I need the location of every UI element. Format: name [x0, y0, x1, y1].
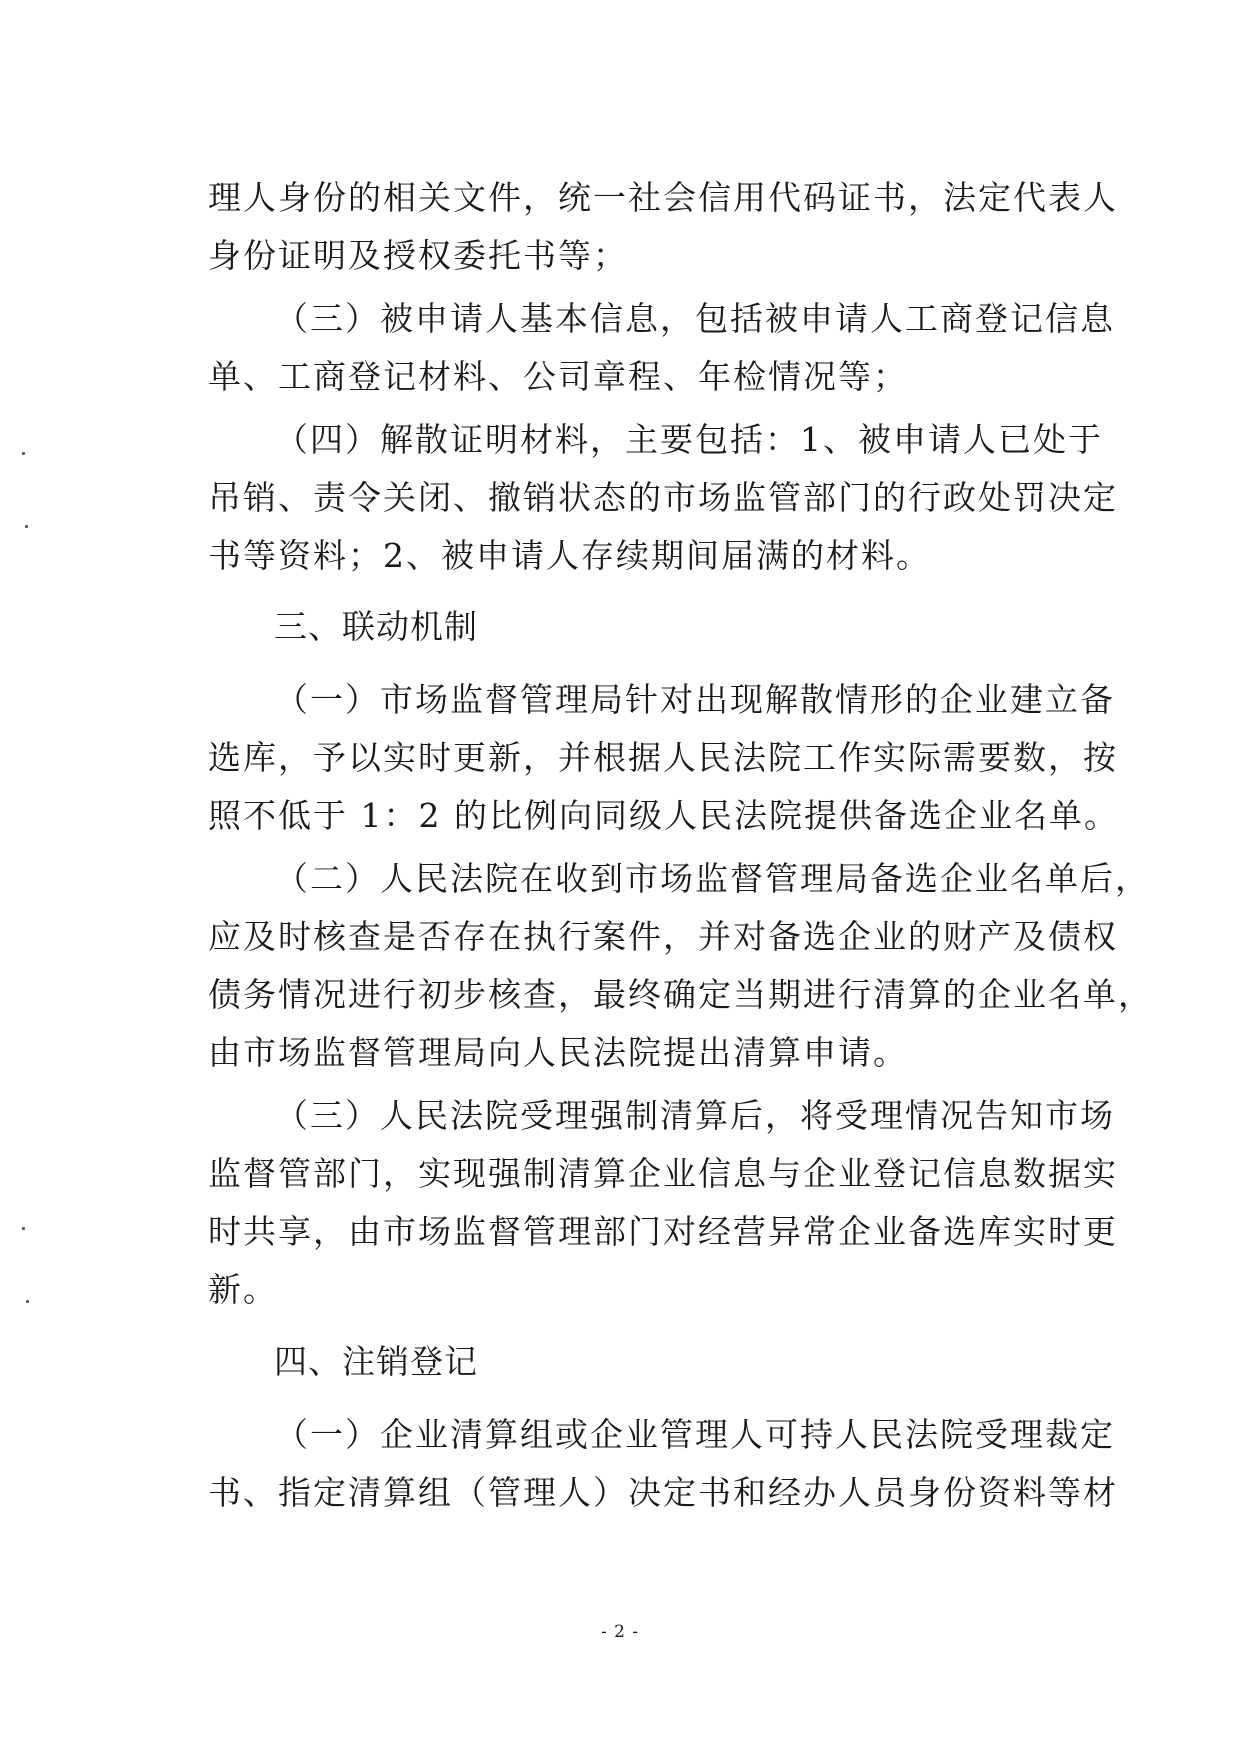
body-line: （二）人民法院在收到市场监督管理局备选企业名单后， [275, 859, 1150, 898]
body-line: 由市场监督管理局向人民法院提出清算申请。 [208, 1033, 908, 1072]
body-line: 书等资料；2、被申请人存续期间届满的材料。 [208, 536, 931, 575]
body-line: 应及时核查是否存在执行案件，并对备选企业的财产及债权 [208, 917, 1118, 956]
scan-mark [26, 1300, 29, 1303]
body-line: 债务情况进行初步核查，最终确定当期进行清算的企业名单， [208, 975, 1153, 1014]
scan-mark [22, 452, 25, 455]
body-line: （一）市场监督管理局针对出现解散情形的企业建立备 [275, 680, 1115, 719]
section-heading: 四、注销登记 [274, 1342, 478, 1381]
body-line: 新。 [208, 1270, 278, 1309]
body-line: 理人身份的相关文件，统一社会信用代码证书，法定代表人 [208, 178, 1118, 217]
scan-mark [25, 525, 28, 528]
body-line: （一）企业清算组或企业管理人可持人民法院受理裁定 [275, 1415, 1115, 1454]
body-line: 吊销、责令关闭、撤销状态的市场监管部门的行政处罚决定 [208, 478, 1118, 517]
body-line: 监督管部门，实现强制清算企业信息与企业登记信息数据实 [208, 1154, 1118, 1193]
body-line: （三）被申请人基本信息，包括被申请人工商登记信息 [275, 299, 1115, 338]
body-line: 身份证明及授权委托书等； [208, 236, 628, 275]
body-line: 时共享，由市场监督管理部门对经营异常企业备选库实时更 [208, 1212, 1118, 1251]
body-line: 单、工商登记材料、公司章程、年检情况等； [208, 357, 908, 396]
body-line: （三）人民法院受理强制清算后，将受理情况告知市场 [275, 1096, 1115, 1135]
body-line: 照不低于 1：2 的比例向同级人民法院提供备选企业名单。 [208, 796, 1119, 835]
section-heading: 三、联动机制 [274, 607, 478, 646]
body-line: （四）解散证明材料，主要包括：1、被申请人已处于 [275, 420, 1103, 459]
page-number: - 2 - [600, 1622, 640, 1642]
body-line: 书、指定清算组（管理人）决定书和经办人员身份资料等材 [208, 1473, 1118, 1512]
body-line: 选库，予以实时更新，并根据人民法院工作实际需要数，按 [208, 738, 1118, 777]
scan-mark [22, 1227, 25, 1230]
